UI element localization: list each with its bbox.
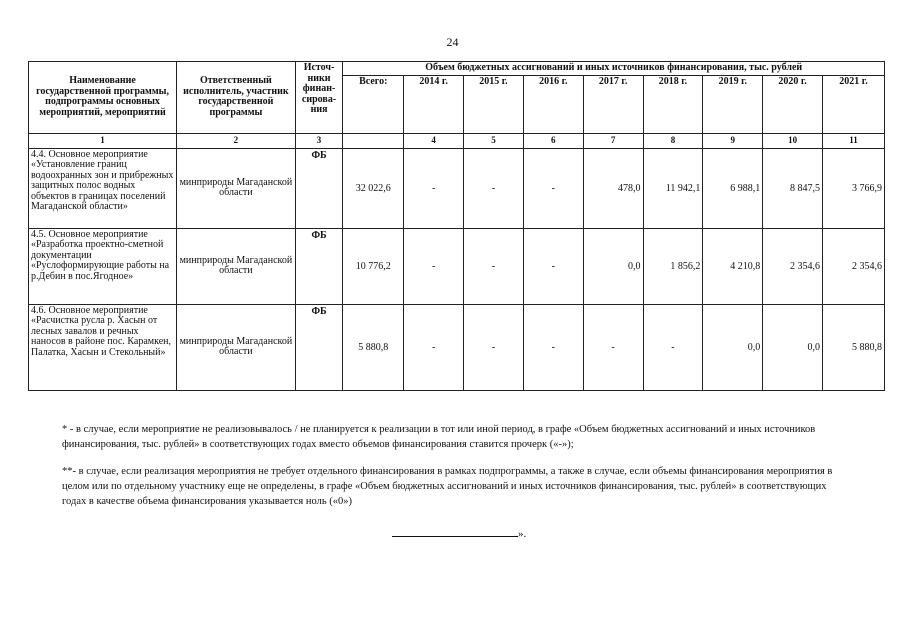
row-value: - — [464, 228, 524, 304]
closing-line — [392, 527, 526, 540]
blank-line — [392, 527, 518, 537]
row-value: - — [523, 304, 583, 390]
column-number: 1 — [29, 133, 177, 148]
header-year: 2015 г. — [464, 75, 524, 133]
header-year: 2017 г. — [583, 75, 643, 133]
row-total: 5 880,8 — [343, 304, 404, 390]
row-value: - — [404, 148, 464, 228]
row-value: 3 766,9 — [823, 148, 885, 228]
row-total: 32 022,6 — [343, 148, 404, 228]
row-value: 6 988,1 — [703, 148, 763, 228]
row-value: 8 847,5 — [763, 148, 823, 228]
row-value: 2 354,6 — [823, 228, 885, 304]
column-number — [343, 133, 404, 148]
table-row — [29, 148, 885, 228]
row-value: - — [464, 304, 524, 390]
column-number: 3 — [295, 133, 343, 148]
row-value: 5 880,8 — [823, 304, 885, 390]
header-year: 2018 г. — [643, 75, 703, 133]
column-number: 2 — [177, 133, 296, 148]
header-year: 2019 г. — [703, 75, 763, 133]
row-value: 2 354,6 — [763, 228, 823, 304]
column-number: 8 — [643, 133, 703, 148]
row-value: 4 210,8 — [703, 228, 763, 304]
row-name: 4.6. Основное мероприятие «Расчистка русла р. Хасын от лесных завалов и речных наносов в районе пос. Карамкен, Палатка, Хасын и Стекольный» — [29, 304, 177, 390]
footnote-zero: **- в случае, если реализация мероприятия не требует отдельного финансирования в рамках подпрограммы, а также в случае, если объемы финансирования мероприятия в целом или по отдельному участнику еще не определены, в графе «Объем бюджетных ассигнований и иных источников финансирования, тыс. рублей» в соответствующих годах в качестве объема финансирования указывается ноль («0») — [62, 466, 833, 508]
row-total: 10 776,2 — [343, 228, 404, 304]
row-name: 4.4. Основное мероприятие «Установление границ водоохранных зон и прибрежных защитных полос водных объектов в границах поселений Магаданской области» — [29, 148, 177, 228]
row-executor: минприроды Магаданской области — [177, 148, 296, 228]
column-number: 9 — [703, 133, 763, 148]
row-value: - — [464, 148, 524, 228]
row-value: 0,0 — [763, 304, 823, 390]
column-number: 11 — [823, 133, 885, 148]
header-year: 2014 г. — [404, 75, 464, 133]
header-total: Всего: — [343, 75, 404, 133]
row-value: 11 942,1 — [643, 148, 703, 228]
row-value: 1 856,2 — [643, 228, 703, 304]
table-row — [29, 304, 885, 390]
funding-table — [28, 61, 885, 391]
row-value: - — [643, 304, 703, 390]
page-number: 24 — [446, 35, 459, 49]
footnote-dash: * - в случае, если мероприятие не реализовывалось / не планируется к реализации в тот или иной период, в графе «Объем бюджетных ассигнований и иных источников финансирования, тыс. рублей» в соответствующих годах вместо объемов финансирования ставится прочерк («-»); — [62, 424, 816, 451]
row-executor: минприроды Магаданской области — [177, 304, 296, 390]
row-value: 478,0 — [583, 148, 643, 228]
closing-quote: ». — [518, 528, 527, 540]
column-number: 7 — [583, 133, 643, 148]
row-value: 0,0 — [583, 228, 643, 304]
row-value: 0,0 — [703, 304, 763, 390]
row-source: ФБ — [295, 228, 343, 304]
header-executor: Ответственный исполнитель, участник государственной программы — [177, 62, 296, 134]
row-value: - — [583, 304, 643, 390]
row-value: - — [404, 228, 464, 304]
row-source: ФБ — [295, 304, 343, 390]
row-name: 4.5. Основное мероприятие «Разработка проектно-сметной документации «Руслоформирующие работы на р.Дебин в пос.Ягодное» — [29, 228, 177, 304]
column-number: 4 — [404, 133, 464, 148]
column-number-row — [29, 133, 885, 148]
row-value: - — [404, 304, 464, 390]
column-number: 5 — [464, 133, 524, 148]
header-year: 2016 г. — [523, 75, 583, 133]
header-source: Источ-ники финан-сирова-ния — [295, 62, 343, 134]
column-number: 6 — [523, 133, 583, 148]
row-source: ФБ — [295, 148, 343, 228]
row-value: - — [523, 148, 583, 228]
row-executor: минприроды Магаданской области — [177, 228, 296, 304]
header-year: 2020 г. — [763, 75, 823, 133]
header-year: 2021 г. — [823, 75, 885, 133]
row-value: - — [523, 228, 583, 304]
header-funding-group: Объем бюджетных ассигнований и иных источников финансирования, тыс. рублей — [343, 62, 885, 76]
table-row — [29, 228, 885, 304]
column-number: 10 — [763, 133, 823, 148]
header-name: Наименование государственной программы, подпрограммы основных мероприятий, мероприятий — [29, 62, 177, 134]
